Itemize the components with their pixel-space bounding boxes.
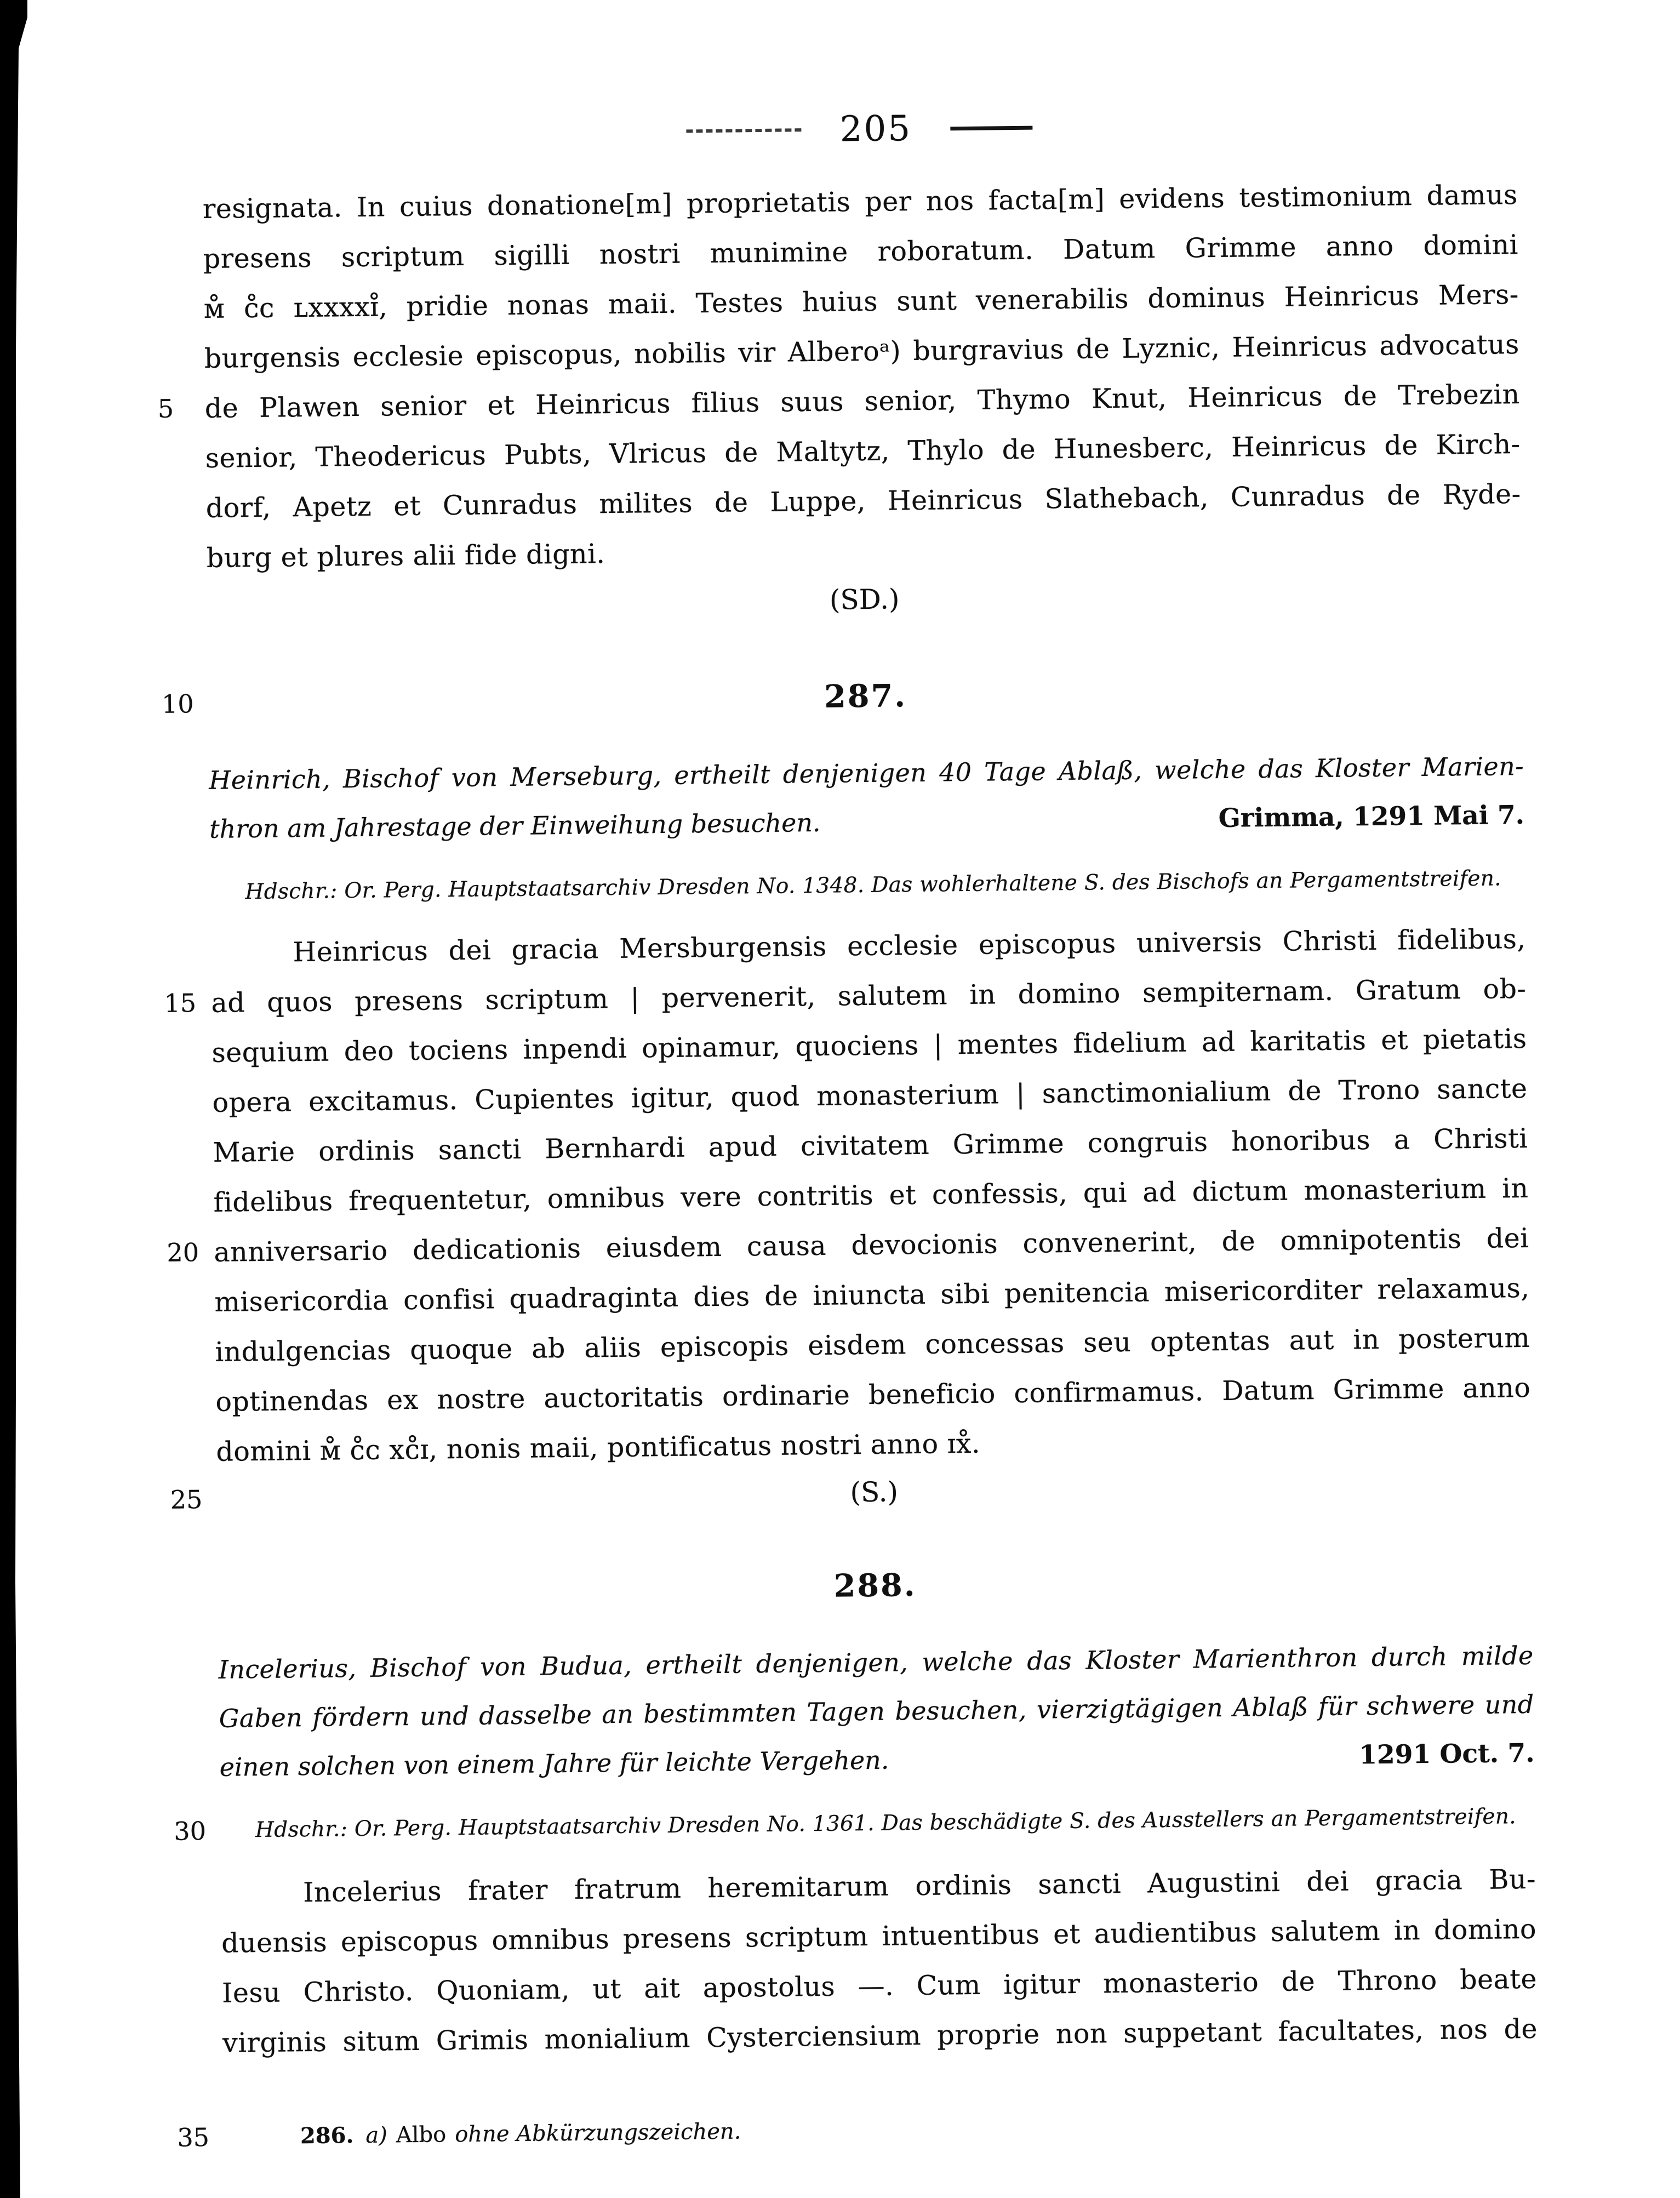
footnote-entry-ref: 286. [300, 2122, 354, 2149]
entry-288-source-note [174, 1800, 1536, 1848]
entry-number-text: 288. [833, 1567, 917, 1605]
line-text: Marie ordinis sancti Bernhardi apud civitatem Grimme congruis honoribus a Christi [213, 1122, 1528, 1168]
line-text: burgensis ecclesie episcopus, nobilis vir Alberoᵃ) burgravius de Lyznic, Heinricus advocatus [204, 329, 1520, 374]
entry-288-regest [218, 1631, 1535, 1792]
margin-line-number-20: 20 [167, 1237, 199, 1268]
line-text: Gaben fördern und dasselbe an bestimmten Tagen besuchen, vierzigtägigen Ablaß für schwere und [219, 1689, 1534, 1733]
seal-note-text: (SD.) [829, 583, 900, 616]
line-text: resignata. In cuius donatione[m] proprietatis per nos facta[m] evidens testimonium damus [202, 179, 1518, 225]
entry-287-source-note [210, 861, 1525, 910]
entry-287-regest [209, 742, 1525, 854]
line-text: ad quos presens scriptum | pervenerit, salutem in domino sempiternam. Gratum ob- [211, 973, 1527, 1019]
charter-date: Grimma, 1291 Mai 7. [1218, 800, 1525, 833]
entry-288-body [221, 1854, 1538, 2068]
margin-line-number-35: 35 [177, 2122, 210, 2153]
line-text: senior, Theodericus Pubts, Vlricus de Maltytz, Thylo de Hunesberc, Heinricus de Kirch- [205, 428, 1521, 474]
margin-line-number-10: 10 [161, 689, 194, 719]
line-text: duensis episcopus omnibus presens scriptum intuentibus et audientibus salutem in domino [221, 1913, 1537, 1959]
scan-edge-artifact [0, 0, 27, 2198]
footnote-text: ohne Abkürzungszeichen. [454, 2119, 741, 2148]
line-text: indulgencias quoque ab aliis episcopis eisdem concessas seu optentas aut in posterum [215, 1322, 1530, 1368]
line-text: ᴍ̊ ᴄ̊ᴄ ʟxxxxɪ̊, pridie nonas maii. Testes huius sunt venerabilis dominus Heinricus Mers- [203, 279, 1519, 324]
line-text: presens scriptum sigilli nostri munimine roboratum. Datum Grimme anno domini [203, 229, 1519, 275]
source-note-text: Hdschr.: Or. Perg. Hauptstaatsarchiv Dresden No. 1348. Das wohlerhaltene S. des Bischofs an Pergamentstreifen. [245, 866, 1502, 905]
margin-line-number-5: 5 [157, 393, 174, 424]
entry-288-number [218, 1559, 1533, 1613]
entry-287 [161, 670, 1532, 1521]
page-content [157, 99, 1539, 2154]
entry-number-text: 287. [824, 677, 907, 715]
entry-288 [174, 1559, 1538, 2068]
line-text: Heinricus dei gracia Mersburgensis ecclesie episcopus universis Christi fidelibus, [293, 923, 1526, 968]
margin-line-number-30: 30 [174, 1816, 207, 1846]
line-text: Iesu Christo. Quoniam, ut ait apostolus —. Cum igitur monasterio de Throno beate [221, 1963, 1538, 2009]
line-text: misericordia confisi quadraginta dies de iniuncta sibi penitencia misericorditer relaxamus, [214, 1272, 1530, 1318]
line-text: burg et plures alii fide digni. [206, 538, 605, 574]
margin-line-number-15: 15 [164, 988, 197, 1018]
entry-286-continuation [157, 170, 1522, 627]
line-text: optinendas ex nostre auctoritatis ordinarie beneficio confirmamus. Datum Grimme anno [215, 1372, 1531, 1418]
footnote-286a [177, 2106, 1539, 2154]
line-text: einen solchen von einem Jahre für leichte Vergehen. [219, 1745, 889, 1782]
line-text: anniversario dedicationis eiusdem causa devocionis convenerint, de omnipotentis dei [214, 1222, 1529, 1268]
line-text: virginis situm Grimis monialium Cysterciensium proprie non suppetant facultates, nos de [222, 2013, 1538, 2059]
page-number: 205 [839, 108, 912, 150]
line-text: sequium deo tociens inpendi opinamur, quociens | mentes fidelium ad karitatis et pietatis [212, 1023, 1527, 1069]
entry-287-body [164, 914, 1532, 1477]
line-text: opera excitamus. Cupientes igitur, quod monasterium | sanctimonialium de Trono sancte [212, 1072, 1528, 1118]
margin-line-number-25: 25 [170, 1485, 203, 1515]
page-header [202, 99, 1517, 160]
header-dash-right-icon [950, 125, 1032, 130]
footnote-lemma: Albo [396, 2122, 447, 2148]
line-text: Incelerius frater fratrum heremitarum ordinis sancti Augustini dei gracia Bu- [302, 1863, 1536, 1909]
footnote-marker: a) [365, 2122, 388, 2148]
line-text: de Plawen senior et Heinricus filius suus senior, Thymo Knut, Heinricus de Trebezin [204, 379, 1521, 424]
line-text: dorf, Apetz et Cunradus milites de Luppe, Heinricus Slathebach, Cunradus de Ryde- [205, 478, 1521, 524]
line-text: fidelibus frequentetur, omnibus vere contritis et confessis, qui ad dictum monasterium in [213, 1172, 1529, 1218]
line-text: domini ᴍ̊ ᴄ̊ᴄ xᴄ̊ɪ, nonis maii, pontificatus nostri anno ɪx̊. [216, 1428, 981, 1468]
line-text: Heinrich, Bischof von Merseburg, ertheilt denjenigen 40 Tage Ablaß, welche das Kloster Marien- [208, 751, 1524, 795]
source-note-text: Hdschr.: Or. Perg. Hauptstaatsarchiv Dresden No. 1361. Das beschädigte S. des Ausstellers an Pergamentstreifen. [255, 1804, 1517, 1843]
charter-date: 1291 Oct. 7. [1359, 1738, 1535, 1771]
seal-note-text: (S.) [850, 1476, 899, 1509]
line-text: Incelerius, Bischof von Budua, ertheilt denjenigen, welche das Kloster Marienthron durch milde [218, 1640, 1534, 1685]
line-text: thron am Jahrestage der Einweihung besuchen. [209, 807, 821, 844]
entry-287-number [161, 670, 1523, 723]
header-dash-left-icon [687, 128, 802, 133]
